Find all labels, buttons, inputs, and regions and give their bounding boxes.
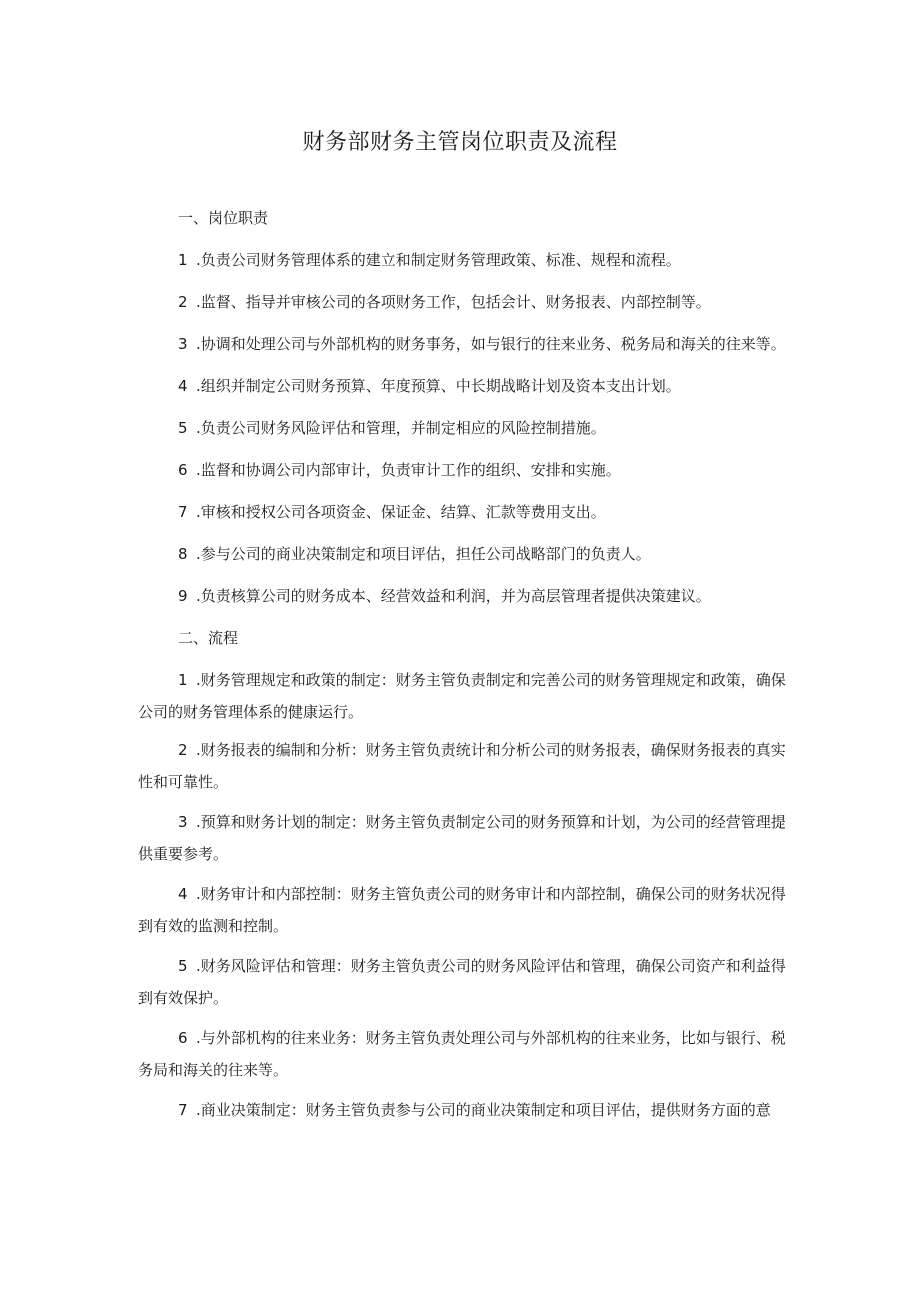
process-item (138, 734, 798, 798)
process-item-text: .预算和财务计划的制定：财务主管负责制定公司的财务预算和计划，为公司的经营管理提供重要参考。 (138, 813, 786, 863)
duty-item-number: 5 (178, 419, 188, 437)
section-heading-process: 二、流程 (178, 629, 239, 647)
process-item-number: 6 (178, 1029, 188, 1047)
process-item-text: .商业决策制定：财务主管负责参与公司的商业决策制定和项目评估，提供财务方面的意 (196, 1101, 771, 1119)
duty-item-text: .组织并制定公司财务预算、年度预算、中长期战略计划及资本支出计划。 (196, 377, 681, 395)
process-item (138, 878, 798, 942)
document-title: 财务部财务主管岗位职责及流程 (302, 130, 618, 155)
duty-item-text: .审核和授权公司各项资金、保证金、结算、汇款等费用支出。 (196, 503, 606, 521)
process-item-number: 3 (178, 813, 188, 831)
process-item (138, 950, 798, 1014)
duty-item (178, 460, 621, 480)
process-item (138, 1022, 798, 1086)
duty-item-number: 9 (178, 587, 188, 605)
process-item-text: .财务报表的编制和分析：财务主管负责统计和分析公司的财务报表，确保财务报表的真实性和可靠性。 (138, 741, 786, 791)
process-item (138, 1094, 798, 1126)
duty-item-text: .负责公司财务管理体系的建立和制定财务管理政策、标准、规程和流程。 (196, 251, 681, 269)
section-heading-duties: 一、岗位职责 (178, 209, 269, 227)
duty-item-text: .监督、指导并审核公司的各项财务工作，包括会计、财务报表、内部控制等。 (196, 293, 711, 311)
process-item (138, 806, 798, 870)
duty-item-number: 3 (178, 335, 188, 353)
process-item-number: 4 (178, 885, 188, 903)
duty-item-number: 1 (178, 251, 188, 269)
process-item-number: 2 (178, 741, 188, 759)
duty-item-number: 7 (178, 503, 188, 521)
duty-item (178, 334, 786, 354)
duty-item (178, 502, 606, 522)
duty-item-number: 8 (178, 545, 188, 563)
duty-item-number: 4 (178, 377, 188, 395)
process-item-number: 7 (178, 1101, 188, 1119)
duty-item-number: 2 (178, 293, 188, 311)
duty-item-number: 6 (178, 461, 188, 479)
process-item-text: .与外部机构的往来业务：财务主管负责处理公司与外部机构的往来业务，比如与银行、税务局和海关的往来等。 (138, 1029, 786, 1079)
duty-item-text: .参与公司的商业决策制定和项目评估，担任公司战略部门的负责人。 (196, 545, 651, 563)
duty-item (178, 376, 681, 396)
process-item-text: .财务审计和内部控制：财务主管负责公司的财务审计和内部控制，确保公司的财务状况得到有效的监测和控制。 (138, 885, 786, 935)
process-item-number: 1 (178, 671, 188, 689)
duty-item (178, 418, 606, 438)
process-item-number: 5 (178, 957, 188, 975)
process-item (138, 664, 798, 728)
duty-item-text: .负责核算公司的财务成本、经营效益和利润，并为高层管理者提供决策建议。 (196, 587, 711, 605)
duty-item-text: .负责公司财务风险评估和管理，并制定相应的风险控制措施。 (196, 419, 606, 437)
duty-item (178, 586, 711, 606)
duty-item-text: .协调和处理公司与外部机构的财务事务，如与银行的往来业务、税务局和海关的往来等。 (196, 335, 786, 353)
duty-item (178, 292, 711, 312)
duty-item-text: .监督和协调公司内部审计，负责审计工作的组织、安排和实施。 (196, 461, 621, 479)
duty-item (178, 250, 681, 270)
process-item-text: .财务风险评估和管理：财务主管负责公司的财务风险评估和管理，确保公司资产和利益得到有效保护。 (138, 957, 786, 1007)
duty-item (178, 544, 651, 564)
process-item-text: .财务管理规定和政策的制定：财务主管负责制定和完善公司的财务管理规定和政策，确保公司的财务管理体系的健康运行。 (138, 671, 786, 721)
